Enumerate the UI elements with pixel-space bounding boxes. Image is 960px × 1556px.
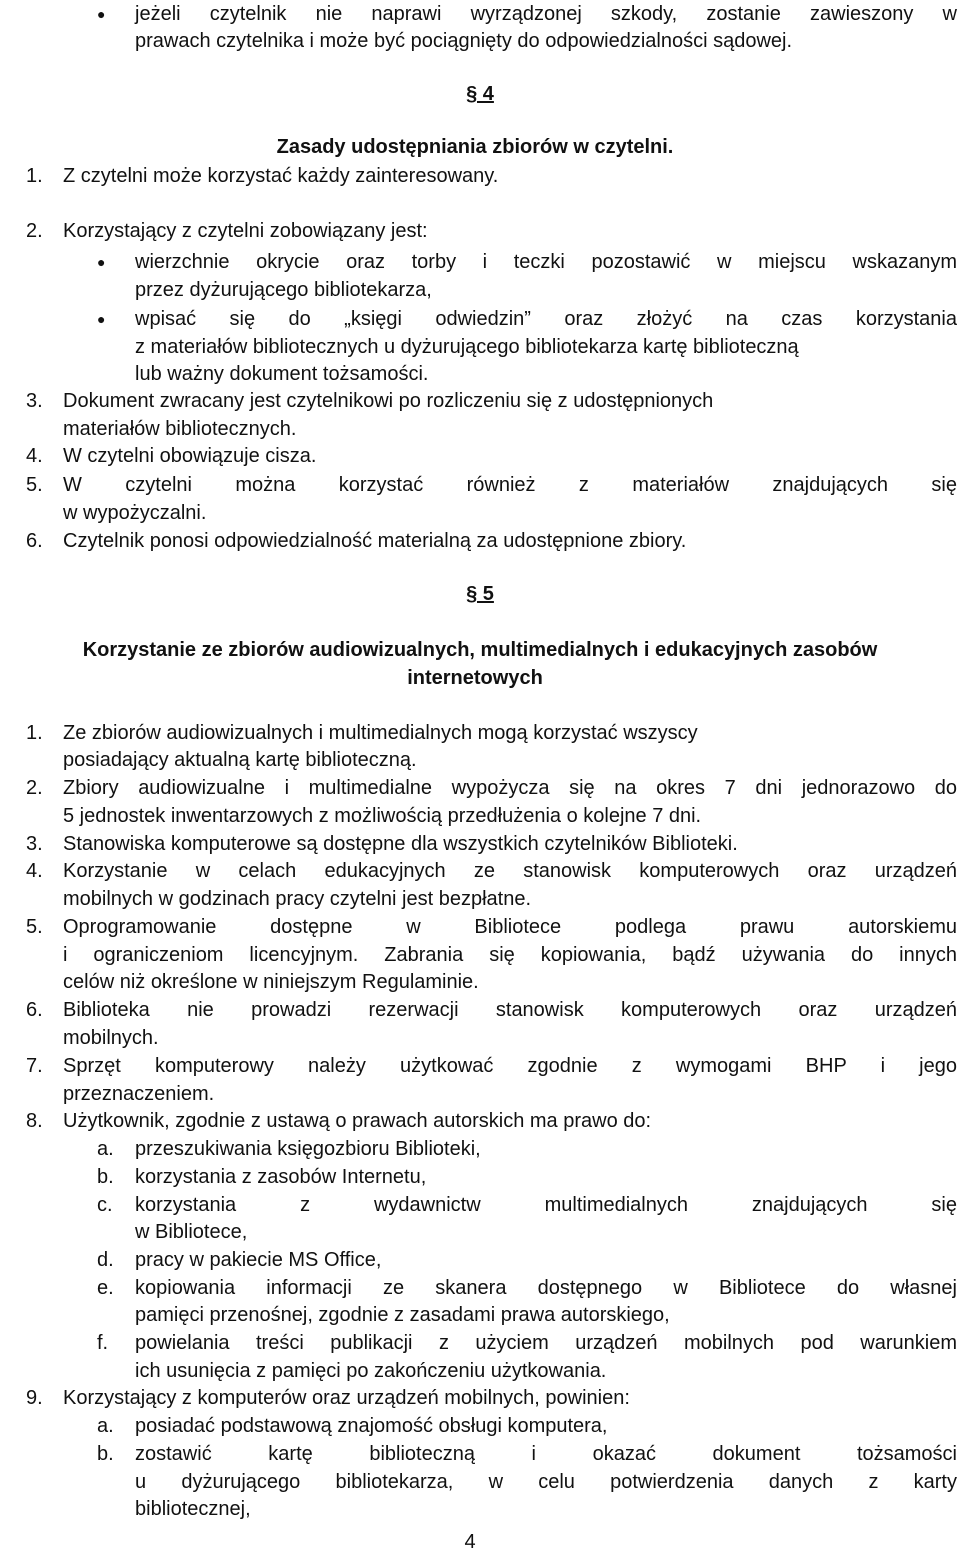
list-item-text: wierzchnie okrycie oraz torby i teczki pozostawić w miejscu wskazanym [135, 251, 957, 273]
item-number: 4. [26, 860, 43, 882]
list-item-text: w Bibliotece, [135, 1221, 248, 1243]
item-number: 7. [26, 1055, 43, 1077]
list-item-text: Użytkownik, zgodnie z ustawą o prawach autorskich ma prawo do: [63, 1110, 652, 1132]
item-number: 5. [26, 916, 43, 938]
list-item-text: Zbiory audiowizualne i multimedialne wypożycza się na okres 7 dni jednorazowo do [63, 777, 957, 799]
item-number: 2. [26, 777, 43, 799]
list-item-text: prawach czytelnika i może być pociągnięty do odpowiedzialności sądowej. [135, 30, 793, 52]
list-item-text: zostawić kartę biblioteczną i okazać dokument tożsamości [135, 1443, 957, 1465]
list-item-text: Korzystanie w celach edukacyjnych ze stanowisk komputerowych oraz urządzeń [63, 860, 957, 882]
list-item-text: korzystania z zasobów Internetu, [135, 1166, 427, 1188]
list-item-text: Korzystający z czytelni zobowiązany jest: [63, 220, 428, 242]
item-letter: a. [97, 1415, 114, 1437]
section-title: internetowych [407, 667, 543, 689]
list-item-text: celów niż określone w niniejszym Regulaminie. [63, 971, 479, 993]
page-number: 4 [464, 1531, 476, 1553]
list-item-text: materiałów bibliotecznych. [63, 418, 297, 440]
list-item-text: u dyżurującego bibliotekarza, w celu potwierdzenia danych z karty [135, 1471, 957, 1493]
list-item-text: powielania treści publikacji z użyciem urządzeń mobilnych pod warunkiem [135, 1332, 957, 1354]
item-letter: e. [97, 1277, 114, 1299]
list-item-text: pamięci przenośnej, zgodnie z zasadami prawa autorskiego, [135, 1304, 670, 1326]
bullet-icon: ● [97, 254, 106, 270]
item-letter: d. [97, 1249, 114, 1271]
list-item-text: W czytelni obowiązuje cisza. [63, 445, 317, 467]
item-number: 5. [26, 474, 43, 496]
section-title: Korzystanie ze zbiorów audiowizualnych, multimedialnych i edukacyjnych zasobów [82, 639, 878, 661]
list-item-text: Biblioteka nie prowadzi rezerwacji stanowisk komputerowych oraz urządzeń [63, 999, 957, 1021]
list-item-text: przez dyżurującego bibliotekarza, [135, 279, 432, 301]
list-item-text: ich usunięcia z pamięci po zakończeniu użytkowania. [135, 1360, 607, 1382]
item-number: 3. [26, 390, 43, 412]
item-letter: a. [97, 1138, 114, 1160]
list-item-text: z materiałów bibliotecznych u dyżurującego bibliotekarza kartę biblioteczną [135, 336, 799, 358]
item-number: 1. [26, 722, 43, 744]
list-item-text: Z czytelni może korzystać każdy zainteresowany. [63, 165, 499, 187]
list-item-text: Oprogramowanie dostępne w Bibliotece podlega prawu autorskiemu [63, 916, 957, 938]
list-item-text: W czytelni można korzystać również z materiałów znajdujących się [63, 474, 957, 496]
list-item-text: lub ważny dokument tożsamości. [135, 363, 429, 385]
item-letter: f. [97, 1332, 109, 1354]
item-letter: b. [97, 1443, 114, 1465]
item-letter: c. [97, 1194, 113, 1216]
list-item-text: 5 jednostek inwentarzowych z możliwością przedłużenia o kolejne 7 dni. [63, 805, 702, 827]
list-item-text: przeznaczeniem. [63, 1083, 215, 1105]
list-item-text: mobilnych w godzinach pracy czytelni jest bezpłatne. [63, 888, 532, 910]
list-item-text: w wypożyczalni. [63, 502, 207, 524]
section-heading: § 5 [466, 583, 494, 605]
item-number: 6. [26, 999, 43, 1021]
list-item-text: i ograniczeniom licencyjnym. Zabrania się kopiowania, bądź używania do innych [63, 944, 957, 966]
list-item-text: Sprzęt komputerowy należy użytkować zgodnie z wymogami BHP i jego [63, 1055, 957, 1077]
item-number: 9. [26, 1387, 43, 1409]
list-item-text: posiadający aktualną kartę biblioteczną. [63, 749, 417, 771]
list-item-text: Czytelnik ponosi odpowiedzialność materialną za udostępnione zbiory. [63, 530, 687, 552]
list-item-text: jeżeli czytelnik nie naprawi wyrządzonej szkody, zostanie zawieszony w [135, 3, 957, 25]
item-number: 1. [26, 165, 43, 187]
list-item-text: pracy w pakiecie MS Office, [135, 1249, 382, 1271]
item-number: 2. [26, 220, 43, 242]
list-item-text: wpisać się do „księgi odwiedzin” oraz złożyć na czas korzystania [135, 308, 957, 330]
bullet-icon: ● [97, 311, 106, 327]
item-number: 4. [26, 445, 43, 467]
section-title: Zasady udostępniania zbiorów w czytelni. [276, 136, 674, 158]
list-item-text: korzystania z wydawnictw multimedialnych znajdujących się [135, 1194, 957, 1216]
item-number: 8. [26, 1110, 43, 1132]
list-item-text: Korzystający z komputerów oraz urządzeń mobilnych, powinien: [63, 1387, 630, 1409]
list-item-text: mobilnych. [63, 1027, 159, 1049]
item-number: 3. [26, 833, 43, 855]
item-letter: b. [97, 1166, 114, 1188]
list-item-text: Ze zbiorów audiowizualnych i multimedialnych mogą korzystać wszyscy [63, 722, 698, 744]
list-item-text: bibliotecznej, [135, 1498, 251, 1520]
list-item-text: przeszukiwania księgozbioru Biblioteki, [135, 1138, 481, 1160]
list-item-text: Dokument zwracany jest czytelnikowi po rozliczeniu się z udostępnionych [63, 390, 714, 412]
item-number: 6. [26, 530, 43, 552]
section-heading: § 4 [466, 83, 494, 105]
list-item-text: Stanowiska komputerowe są dostępne dla wszystkich czytelników Biblioteki. [63, 833, 738, 855]
list-item-text: kopiowania informacji ze skanera dostępnego w Bibliotece do własnej [135, 1277, 957, 1299]
list-item-text: posiadać podstawową znajomość obsługi komputera, [135, 1415, 608, 1437]
bullet-icon: ● [97, 6, 106, 22]
